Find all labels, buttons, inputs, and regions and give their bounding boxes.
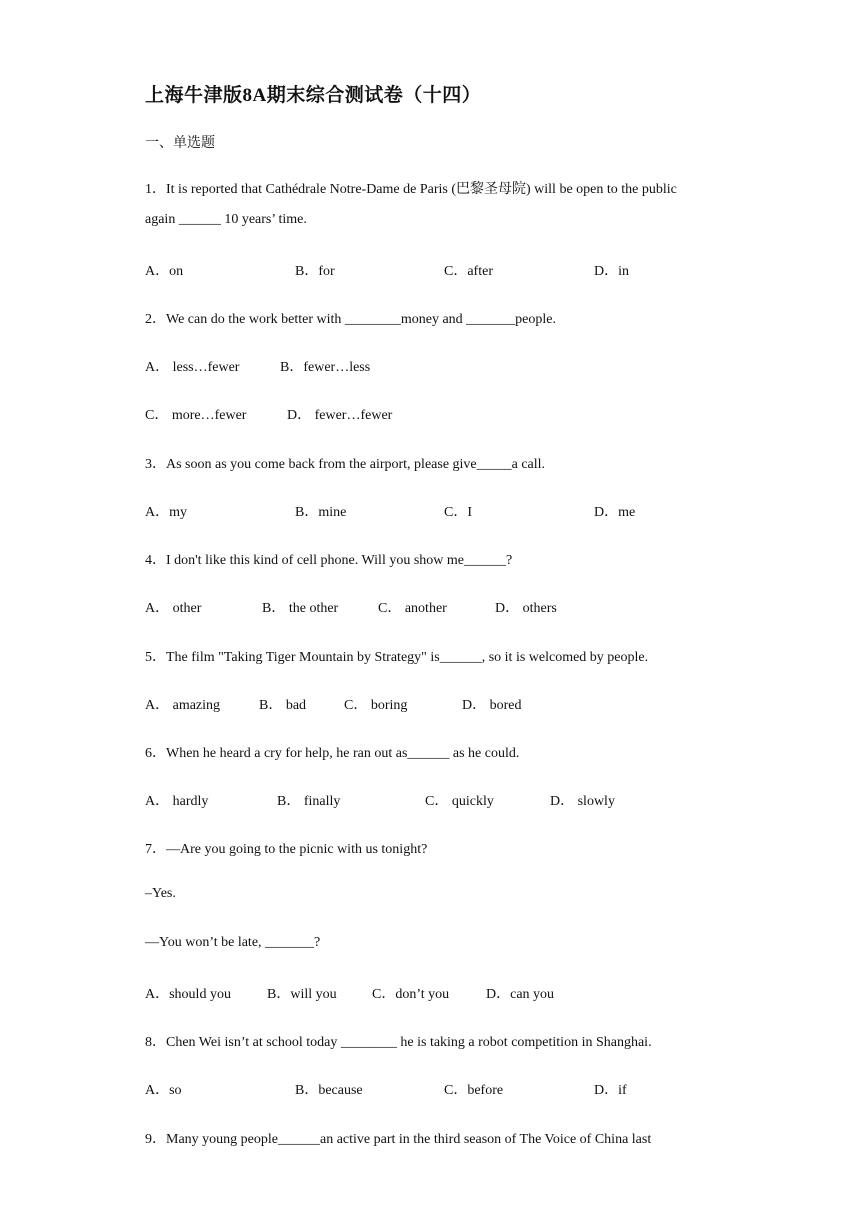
question-7-line-3: —You won’t be late, _______? <box>145 935 321 950</box>
option-c: C． more…fewer <box>145 408 247 423</box>
option-b: B． the other <box>262 601 339 616</box>
option-c: C．I <box>444 505 472 520</box>
option-b: B．fewer…less <box>280 360 371 375</box>
option-d: D． bored <box>462 698 522 713</box>
option-c: C．don’t you <box>372 987 450 1002</box>
option-a: A．so <box>145 1083 182 1098</box>
question-1-options <box>145 260 765 280</box>
option-a: A． amazing <box>145 698 221 713</box>
option-d: D．in <box>594 264 629 279</box>
question-1-line-1: 1．It is reported that Cathédrale Notre-Dame de Paris (巴黎圣母院) will be open to the public <box>145 182 677 197</box>
question-3-options <box>145 501 765 521</box>
question-5-line-1: 5．The film "Taking Tiger Mountain by Strategy" is______, so it is welcomed by people. <box>145 650 649 665</box>
section-heading: 一、单选题 <box>145 136 215 151</box>
option-b: B． finally <box>277 794 341 809</box>
question-2-line-1: 2．We can do the work better with ________money and _______people. <box>145 312 557 327</box>
option-a: A． other <box>145 601 202 616</box>
question-7-line-1: 7．—Are you going to the picnic with us tonight? <box>145 842 428 857</box>
question-6-line-1: 6．When he heard a cry for help, he ran out as______ as he could. <box>145 746 520 761</box>
option-c: C． another <box>378 601 447 616</box>
question-3-line-1: 3．As soon as you come back from the airport, please give_____a call. <box>145 457 546 472</box>
question-7-options <box>145 983 765 1003</box>
question-8-line-1: 8．Chen Wei isn’t at school today ________ he is taking a robot competition in Shanghai. <box>145 1035 652 1050</box>
page-title: 上海牛津版8A期末综合测试卷（十四） <box>145 85 482 106</box>
option-d: D．can you <box>486 987 555 1002</box>
question-1-line-2: again ______ 10 years’ time. <box>145 212 307 227</box>
option-b: B．because <box>295 1083 363 1098</box>
option-b: B． bad <box>259 698 307 713</box>
question-9-line-1: 9．Many young people______an active part in the third season of The Voice of China last <box>145 1132 652 1147</box>
option-d: D． slowly <box>550 794 615 809</box>
option-b: B．mine <box>295 505 347 520</box>
option-c: C． boring <box>344 698 408 713</box>
option-a: A．should you <box>145 987 231 1002</box>
question-5-options <box>145 694 765 714</box>
option-a: A． hardly <box>145 794 209 809</box>
question-4-options <box>145 597 765 617</box>
option-c: C．before <box>444 1083 504 1098</box>
option-c: C．after <box>444 264 493 279</box>
question-2-options-row-1 <box>145 356 765 376</box>
option-b: B．for <box>295 264 335 279</box>
question-6-options <box>145 790 765 810</box>
question-4-line-1: 4．I don't like this kind of cell phone. Will you show me______? <box>145 553 513 568</box>
question-7-line-2: –Yes. <box>145 886 176 901</box>
option-c: C． quickly <box>425 794 494 809</box>
option-d: D．me <box>594 505 636 520</box>
option-d: D． fewer…fewer <box>287 408 393 423</box>
question-8-options <box>145 1079 765 1099</box>
option-a: A． less…fewer <box>145 360 240 375</box>
option-d: D．if <box>594 1083 627 1098</box>
option-d: D． others <box>495 601 557 616</box>
option-a: A．on <box>145 264 184 279</box>
question-2-options-row-2 <box>145 404 765 424</box>
option-b: B．will you <box>267 987 337 1002</box>
option-a: A．my <box>145 505 187 520</box>
